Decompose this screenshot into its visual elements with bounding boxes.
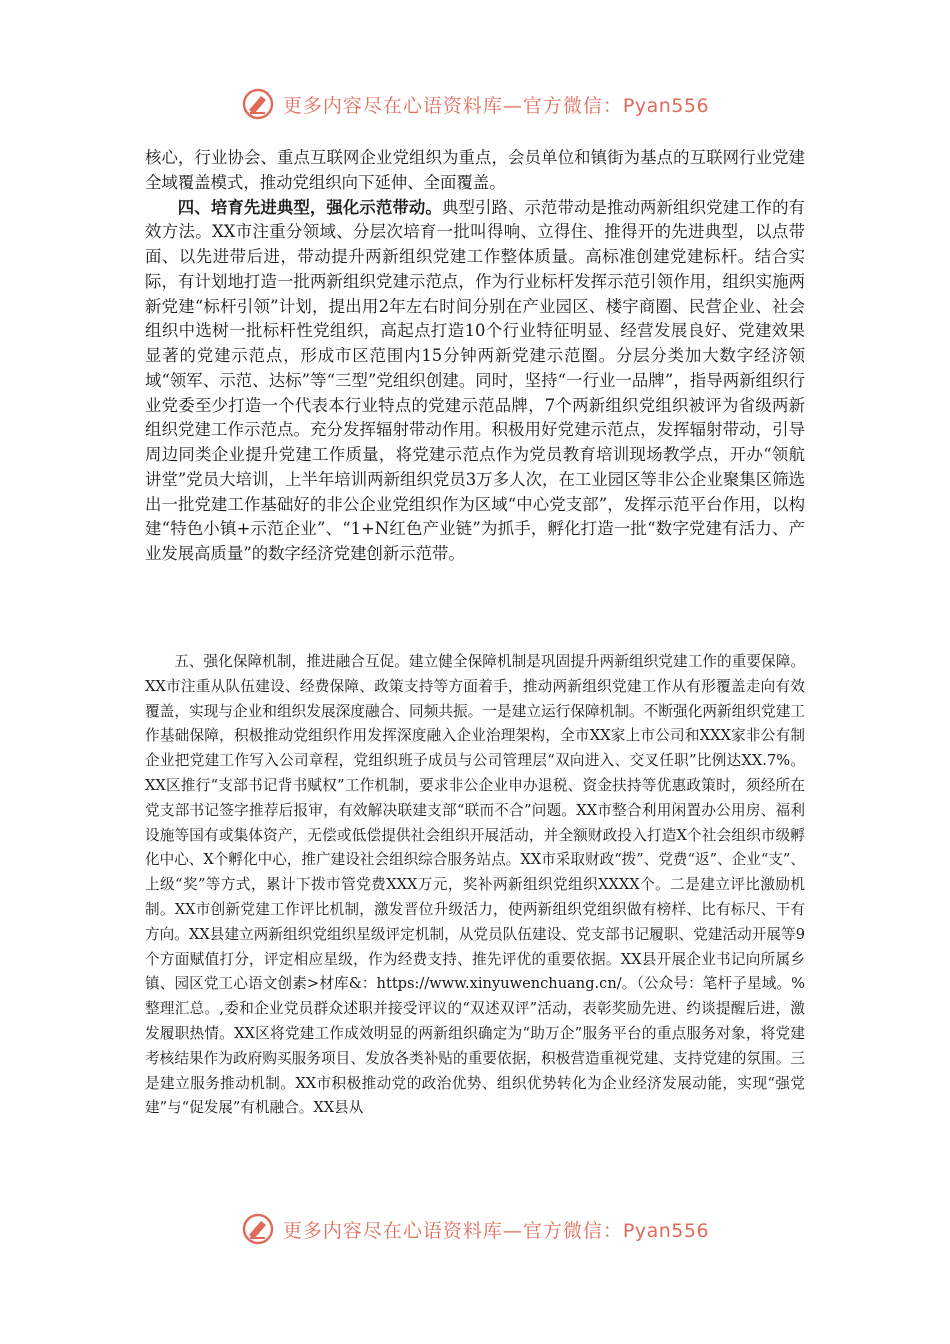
section-four-body: 典型引路、示范带动是推动两新组织党建工作的有效方法。XX市注重分领域、分层次培育一批叫得响、立得住、推得开的先进典型，以点带面、以先进带后进，带动提升两新组织党建工作整体质量。高标准创建党建标杆。结合实际，有计划地打造一批两新组织党建示范点，作为行业标杆发挥示范引领作用，组织实施两新党建“标杆引领”计划，提出用2年左右时间分别在产业园区、楼宇商圈、民营企业、社会组织中选树一批标杆性党组织，高起点打造10个行业特征明显、经营发展良好、党建效果显著的党建示范点，形成市区范围内15分钟两新党建示范圈。分层分类加大数字经济领域“领军、示范、达标”等“三型”党组织创建。同时，坚持“一行业一品牌”，指导两新组织行业党委至少打造一个代表本行业特点的党建示范品牌，7个两新组织党组织被评为省级两新组织党建工作示范点。充分发挥辐射带动作用。积极用好党建示范点，发挥辐射带动，引导周边同类企业提升党建工作质量，将党建示范点作为党员教育培训现场教学点，开办“领航讲堂”党员大培训，上半年培训两新组织党员3万多人次，在工业园区等非公企业聚集区筛选出一批党建工作基础好的非公企业党组织作为区域“中心党支部”，发挥示范平台作用，以构建“特色小镇+示范企业”、“1+N红色产业链”为抓手，孵化打造一批“数字党建有活力、产业发展高质量”的数字经济党建创新示范带。 (145, 197, 806, 563)
section-four-heading: 四、培育先进典型，强化示范带动。 (177, 197, 442, 217)
paragraph-section-four (145, 196, 805, 567)
section-five (145, 650, 805, 1121)
watermark-wechat-id: Pyan556 (622, 1219, 710, 1242)
footer-watermark (0, 1209, 950, 1249)
section-four (145, 146, 805, 567)
section-five-body: 五、强化保障机制，推进融合互促。建立健全保障机制是巩固提升两新组织党建工作的重要保障。XX市注重从队伍建设、经费保障、政策支持等方面着手，推动两新组织党建工作从有形覆盖走向有效覆盖，实现与企业和组织发展深度融合、同频共振。一是建立运行保障机制。不断强化两新组织党建工作基础保障，积极推动党组织作用发挥深度融入企业治理架构，全市XX家上市公司和XXX家非公有制企业把党建工作写入公司章程，党组织班子成员与公司管理层“双向进入、交叉任职”比例达XX.7%。XX区推行“支部书记背书赋权”工作机制，要求非公企业申办退税、资金扶持等优惠政策时，须经所在党支部书记签字推荐后报审，有效解决联建支部“联而不合”问题。XX市整合利用闲置办公用房、福利设施等国有或集体资产，无偿或低偿提供社会组织开展活动，并全额财政投入打造X个社会组织市级孵化中心、X个孵化中心，推广建设社会组织综合服务站点。XX市采取财政“拨”、党费“返”、企业“支”、上级“奖”等方式，累计下拨市管党费XXX万元，奖补两新组织党组织XXXX个。二是建立评比激励机制。XX市创新党建工作评比机制，激发晋位升级活力，使两新组织党组织做有榜样、比有标尺、干有方向。XX县建立两新组织党组织星级评定机制，从党员队伍建设、党支部书记履职、党建活动开展等9个方面赋值打分，评定相应星级，作为经费支持、推先评优的重要依据。XX县开展企业书记向所属乡镇、园区党工心语文创素>材库&：https://www.xinyuwenchuang.cn/。（公众号：笔杆子星域。%整理汇总。,委和企业党员群众述职并接受评议的“双述双评”活动，表彰奖励先进、约谈提醒后进，激发履职热情。XX区将党建工作成效明显的两新组织确定为“助万企”服务平台的重点服务对象，将党建考核结果作为政府购买服务项目、发放各类补贴的重要依据，积极营造重视党建、支持党建的氛围。三是建立服务推动机制。XX市积极推动党的政治优势、组织优势转化为企业经济发展动能，实现“强党建”与“促发展”有机融合。XX县从 (145, 653, 805, 1117)
watermark-text: 更多内容尽在心语资料库—官方微信：Pyan556 (282, 94, 710, 117)
watermark-wechat-id: Pyan556 (622, 94, 710, 117)
book-logo-icon (241, 87, 275, 121)
paragraph-continued: 核心，行业协会、重点互联网企业党组织为重点，会员单位和镇街为基点的互联网行业党建全域覆盖模式，推动党组织向下延伸、全面覆盖。 (145, 148, 805, 192)
watermark-text: 更多内容尽在心语资料库—官方微信：Pyan556 (282, 1219, 710, 1242)
header-watermark (0, 84, 950, 124)
book-logo-icon (241, 1212, 275, 1246)
